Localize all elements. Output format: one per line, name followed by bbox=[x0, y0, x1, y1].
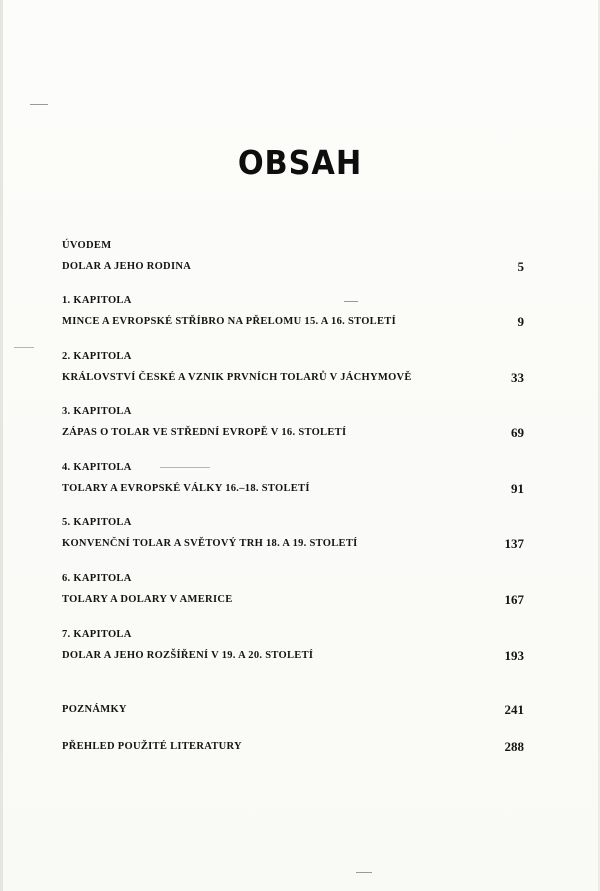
toc-entry-page: 288 bbox=[504, 739, 524, 754]
toc-entry-page: 193 bbox=[504, 648, 524, 663]
toc-entry-title: KONVENČNÍ TOLAR A SVĚTOVÝ TRH 18. A 19. STOLETÍ bbox=[62, 538, 358, 549]
page-left-edge bbox=[0, 0, 3, 891]
scan-speck bbox=[14, 347, 34, 348]
toc-entry-title: DOLAR A JEHO RODINA bbox=[62, 261, 192, 272]
toc-entry-page: 167 bbox=[504, 592, 524, 607]
toc-entry-label: 7. KAPITOLA bbox=[62, 629, 132, 640]
toc-entry-label: 5. KAPITOLA bbox=[62, 517, 132, 528]
toc-entry-literature bbox=[62, 740, 524, 756]
toc-entry-intro bbox=[62, 239, 524, 276]
toc-entry-page: 241 bbox=[504, 702, 524, 717]
scan-speck bbox=[30, 104, 48, 105]
toc-entry-page: 91 bbox=[511, 481, 524, 496]
toc-entry-chapter-4 bbox=[62, 461, 524, 498]
toc-entry-title: POZNÁMKY bbox=[62, 704, 127, 715]
toc-entry-title: ZÁPAS O TOLAR VE STŘEDNÍ EVROPĚ V 16. STOLETÍ bbox=[62, 427, 347, 438]
toc-entry-label: 2. KAPITOLA bbox=[62, 351, 132, 362]
toc-entry-title: TOLARY A EVROPSKÉ VÁLKY 16.–18. STOLETÍ bbox=[62, 483, 310, 494]
toc-entry-title: TOLARY A DOLARY V AMERICE bbox=[62, 594, 233, 605]
toc-entry-page: 69 bbox=[511, 425, 524, 440]
toc-entry-page: 9 bbox=[517, 314, 524, 329]
page-title: OBSAH bbox=[237, 143, 363, 182]
toc-entry-label: 3. KAPITOLA bbox=[62, 406, 132, 417]
toc-entry-page: 33 bbox=[511, 370, 524, 385]
toc-entry-chapter-7 bbox=[62, 628, 524, 665]
toc-entry-label: ÚVODEM bbox=[62, 240, 112, 251]
scan-speck bbox=[356, 872, 372, 873]
toc-entry-label: 4. KAPITOLA bbox=[62, 462, 132, 473]
toc-entry-chapter-2 bbox=[62, 350, 524, 387]
toc-entry-title: DOLAR A JEHO ROZŠÍŘENÍ V 19. A 20. STOLETÍ bbox=[62, 650, 314, 661]
toc-entry-title: PŘEHLED POUŽITÉ LITERATURY bbox=[62, 741, 242, 752]
toc-entry-chapter-3 bbox=[62, 405, 524, 442]
toc-entry-label: 6. KAPITOLA bbox=[62, 573, 132, 584]
toc-entry-label: 1. KAPITOLA bbox=[62, 295, 132, 306]
toc-entry-chapter-1 bbox=[62, 294, 524, 331]
toc-entry-chapter-6 bbox=[62, 572, 524, 609]
toc-entry-title: MINCE A EVROPSKÉ STŘÍBRO NA PŘELOMU 15. A 16. STOLETÍ bbox=[62, 316, 396, 327]
toc-entry-page: 5 bbox=[517, 259, 524, 274]
toc-entry-notes bbox=[62, 703, 524, 719]
toc-entry-title: KRÁLOVSTVÍ ČESKÉ A VZNIK PRVNÍCH TOLARŮ V JÁCHYMOVĚ bbox=[62, 372, 412, 383]
toc-entry-chapter-5 bbox=[62, 516, 524, 553]
toc-entry-page: 137 bbox=[504, 536, 524, 551]
